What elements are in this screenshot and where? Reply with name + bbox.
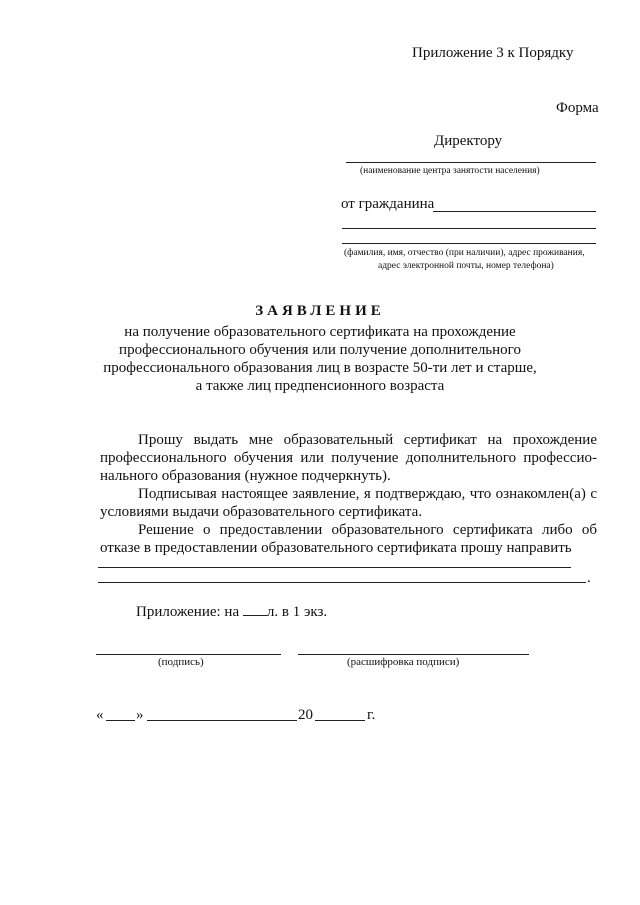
- appendix-label: Приложение 3 к Порядку: [412, 45, 574, 61]
- copies-count: 1: [292, 604, 301, 620]
- from-citizen-label: от гражданина: [341, 196, 435, 212]
- subtitle-line-4: а также лиц предпенсионного возраста: [195, 378, 445, 394]
- date-month-line: [147, 720, 297, 721]
- citizen-info-caption-1: (фамилия, имя, отчество (при наличии), адрес проживания,: [344, 248, 585, 258]
- decision-paragraph: Решение о предоставлении образовательного сертификата либо об отказе в предоставлении образовательного сертификата прошу направить: [100, 522, 597, 556]
- attachment-suffix: экз.: [303, 604, 328, 620]
- citizen-info-caption-2: адрес электронной почты, номер телефона): [378, 261, 554, 271]
- delivery-method-line-2: [98, 582, 586, 583]
- form-label: Форма: [556, 100, 599, 116]
- attachment-line: [136, 603, 327, 621]
- signature-caption: (подпись): [158, 656, 204, 668]
- delivery-method-line-1: [98, 567, 571, 568]
- document-title: ЗАЯВЛЕНИЕ: [255, 303, 385, 319]
- date-close-quote: »: [136, 707, 144, 723]
- subtitle-line-1: на получение образовательного сертификата на прохождение: [124, 324, 516, 340]
- signature-line: [96, 654, 281, 655]
- addressee-label: Директору: [434, 133, 503, 149]
- citizen-info-line-2: [342, 243, 596, 244]
- date-century: 20: [298, 707, 313, 723]
- date-year-line: [315, 720, 365, 721]
- date-open-quote: «: [96, 707, 104, 723]
- sheets-blank: [243, 603, 267, 616]
- end-period: .: [587, 570, 591, 586]
- signature-decoding-line: [298, 654, 529, 655]
- citizen-info-line-1: [342, 228, 596, 229]
- center-name-line: [346, 162, 596, 163]
- consent-paragraph: Подписывая настоящее заявление, я подтверждаю, что ознакомлен(а) с условиями выдачи образовательного сертификата.: [100, 486, 597, 520]
- request-paragraph: Прошу выдать мне образовательный сертификат на прохождение профессионального обучения или получение дополнительного профессио-нального образования (нужное подчеркнуть).: [100, 432, 597, 484]
- attachment-prefix: Приложение: на: [136, 604, 240, 620]
- date-year-suffix: г.: [367, 707, 376, 723]
- subtitle-line-2: профессионального обучения или получение дополнительного: [119, 342, 521, 358]
- attachment-middle: л. в: [266, 604, 289, 620]
- signature-decoding-caption: (расшифровка подписи): [347, 656, 460, 668]
- document-subtitle: [100, 323, 540, 395]
- date-day-line: [106, 720, 135, 721]
- center-name-caption: (наименование центра занятости населения): [360, 166, 540, 176]
- subtitle-line-3: профессионального образования лиц в возрасте 50-ти лет и старше,: [103, 360, 537, 376]
- citizen-name-line: [433, 211, 596, 212]
